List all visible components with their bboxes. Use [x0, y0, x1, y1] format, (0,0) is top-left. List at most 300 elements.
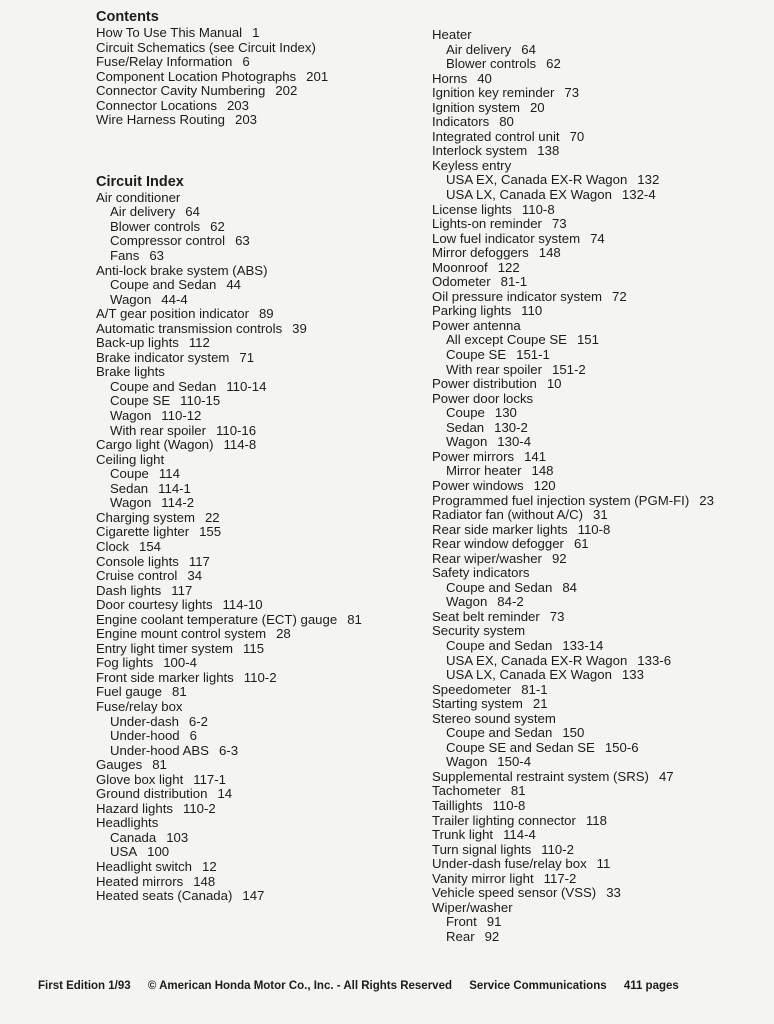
index-entry — [96, 322, 426, 337]
entry-page-number: 91 — [486, 914, 502, 930]
index-entry — [96, 511, 426, 526]
page-footer — [38, 980, 758, 992]
entry-page-number: 61 — [573, 536, 589, 552]
entry-page-number: 110-15 — [180, 393, 221, 409]
entry-page-number: 11 — [596, 856, 611, 872]
entry-page-number: 14 — [217, 786, 233, 802]
circuit-index-heading: Circuit Index — [96, 173, 184, 190]
index-entry — [432, 72, 772, 87]
index-entry — [96, 453, 426, 468]
index-entry — [432, 814, 772, 829]
index-entry — [96, 700, 426, 715]
entry-label: Circuit Schematics (see Circuit Index) — [96, 39, 316, 55]
department-text: Service Communications — [469, 980, 607, 992]
entry-label: Rear window defogger — [432, 536, 564, 552]
entry-label: Ceiling light — [96, 451, 165, 467]
index-entry — [432, 581, 772, 596]
index-entry — [96, 191, 426, 206]
index-entry — [96, 656, 426, 671]
entry-label: Canada — [110, 829, 157, 845]
circuit-index-left-list — [96, 191, 426, 904]
entry-label: Wagon — [110, 291, 152, 307]
entry-page-number: 130 — [494, 405, 517, 421]
index-entry — [96, 351, 426, 366]
entry-page-number: 63 — [149, 248, 164, 264]
entry-label: Under-dash fuse/relay box — [432, 856, 587, 872]
entry-label: Seat belt reminder — [432, 608, 540, 624]
entry-page-number: 114-2 — [161, 495, 195, 511]
entry-label: Sedan — [446, 419, 485, 435]
index-entry — [96, 802, 426, 817]
entry-page-number: 133-6 — [637, 652, 672, 668]
entry-page-number: 132 — [637, 172, 660, 188]
entry-page-number: 110-2 — [243, 669, 277, 685]
entry-label: Ignition system — [432, 99, 520, 115]
entry-label: USA LX, Canada EX Wagon — [446, 187, 612, 203]
index-entry — [96, 540, 426, 555]
entry-page-number: 23 — [699, 492, 714, 508]
entry-label: Power windows — [432, 477, 524, 493]
index-entry — [96, 380, 426, 395]
entry-label: Parking lights — [432, 303, 512, 319]
index-entry — [432, 246, 772, 261]
entry-page-number: 103 — [166, 829, 189, 845]
entry-page-number: 84 — [562, 579, 577, 595]
entry-label: Coupe SE and Sedan SE — [446, 739, 595, 755]
entry-label: Under-dash — [110, 713, 179, 729]
entry-label: Trailer lighting connector — [432, 812, 576, 828]
entry-page-number: 151 — [576, 332, 599, 348]
entry-label: Coupe — [446, 405, 485, 421]
entry-page-number: 44 — [226, 277, 241, 293]
entry-page-number: 12 — [202, 858, 217, 874]
entry-page-number: 133-14 — [562, 637, 604, 653]
entry-page-number: 73 — [549, 608, 565, 624]
entry-label: Coupe and Sedan — [446, 725, 553, 741]
entry-page-number: 110-2 — [541, 841, 574, 857]
entry-label: Heated seats (Canada) — [96, 888, 233, 904]
entry-page-number: 10 — [546, 376, 562, 392]
entry-label: A/T gear position indicator — [96, 306, 249, 322]
left-column — [96, 8, 426, 904]
entry-page-number: 154 — [138, 538, 161, 554]
entry-label: Radiator fan (without A/C) — [432, 507, 583, 523]
entry-page-number: 114 — [158, 466, 180, 482]
entry-label: Speedometer — [432, 681, 512, 697]
entry-label: Brake lights — [96, 364, 165, 380]
entry-page-number: 110-2 — [182, 800, 216, 816]
index-entry — [432, 377, 772, 392]
index-entry — [96, 845, 426, 860]
entry-label: Horns — [432, 70, 468, 86]
entry-label: USA EX, Canada EX-R Wagon — [446, 652, 628, 668]
index-entry — [432, 319, 772, 334]
index-entry — [96, 293, 426, 308]
entry-label: Cruise control — [96, 568, 178, 584]
entry-label: Fuse/relay box — [96, 698, 183, 714]
index-entry — [96, 205, 426, 220]
entry-label: License lights — [432, 201, 512, 217]
index-entry — [432, 508, 772, 523]
index-entry — [96, 831, 426, 846]
entry-page-number: 22 — [204, 509, 220, 525]
entry-label: Wagon — [110, 495, 152, 511]
entry-label: Glove box light — [96, 771, 184, 787]
entry-label: Wagon — [446, 594, 488, 610]
entry-page-number: 21 — [532, 696, 548, 712]
entry-page-number: 114-10 — [222, 597, 263, 613]
entry-page-number: 71 — [239, 349, 255, 365]
entry-page-number: 6-3 — [218, 742, 239, 758]
index-entry — [96, 627, 426, 642]
entry-label: Wagon — [110, 408, 152, 424]
entry-label: Low fuel indicator system — [432, 230, 581, 246]
entry-label: Mirror heater — [446, 463, 522, 479]
entry-page-number: 114-8 — [223, 437, 257, 453]
entry-label: Power distribution — [432, 376, 537, 392]
index-entry — [432, 872, 772, 887]
entry-page-number: 20 — [529, 99, 545, 115]
entry-page-number: 150 — [562, 725, 585, 741]
entry-label: Turn signal lights — [432, 841, 532, 857]
index-entry — [432, 86, 772, 101]
entry-page-number: 31 — [593, 507, 608, 523]
entry-page-number: 81 — [152, 757, 167, 773]
entry-label: Air delivery — [446, 41, 512, 57]
entry-page-number: 114-1 — [158, 480, 191, 496]
index-entry — [96, 424, 426, 439]
index-entry — [96, 307, 426, 322]
index-entry — [432, 683, 772, 698]
entry-label: Fuel gauge — [96, 684, 162, 700]
entry-label: Coupe SE — [446, 347, 507, 363]
index-entry — [96, 525, 426, 540]
entry-page-number: 81 — [347, 611, 362, 627]
index-entry — [432, 290, 772, 305]
entry-label: Under-hood ABS — [110, 742, 209, 758]
index-entry — [432, 901, 772, 916]
index-entry — [432, 668, 772, 683]
index-entry — [96, 482, 426, 497]
entry-page-number: 6 — [189, 728, 197, 744]
index-entry — [96, 41, 426, 56]
entry-page-number: 120 — [533, 477, 556, 493]
index-entry — [96, 234, 426, 249]
index-entry — [432, 159, 772, 174]
index-entry — [432, 28, 772, 43]
index-entry — [432, 915, 772, 930]
entry-label: USA — [110, 844, 138, 860]
index-entry — [96, 365, 426, 380]
entry-label: Power mirrors — [432, 448, 515, 464]
entry-label: Power door locks — [432, 390, 534, 406]
entry-page-number: 115 — [243, 640, 265, 656]
index-entry — [432, 130, 772, 145]
index-entry — [432, 261, 772, 276]
index-entry — [96, 438, 426, 453]
entry-page-number: 201 — [306, 68, 329, 84]
entry-label: Programmed fuel injection system (PGM-FI) — [432, 492, 690, 508]
index-entry — [96, 70, 426, 85]
entry-page-number: 63 — [235, 233, 250, 249]
entry-page-number: 151-2 — [552, 361, 586, 377]
entry-label: With rear spoiler — [446, 361, 543, 377]
entry-page-number: 28 — [276, 626, 291, 642]
index-entry — [96, 555, 426, 570]
index-entry — [96, 758, 426, 773]
index-entry — [96, 496, 426, 511]
entry-page-number: 110-8 — [521, 201, 555, 217]
entry-page-number: 118 — [585, 812, 607, 828]
index-entry — [432, 144, 772, 159]
entry-label: Dash lights — [96, 582, 162, 598]
index-entry — [432, 697, 772, 712]
entry-label: How To Use This Manual — [96, 25, 243, 40]
entry-label: Coupe and Sedan — [446, 579, 553, 595]
index-entry — [96, 613, 426, 628]
index-entry — [96, 773, 426, 788]
entry-label: Coupe SE — [110, 393, 171, 409]
entry-page-number: 114-4 — [503, 827, 536, 843]
entry-label: Automatic transmission controls — [96, 320, 283, 336]
entry-label: Cigarette lighter — [96, 524, 190, 540]
index-entry — [432, 712, 772, 727]
index-entry — [96, 99, 426, 114]
index-entry — [432, 333, 772, 348]
entry-page-number: 74 — [590, 230, 605, 246]
entry-label: Rear side marker lights — [432, 521, 568, 537]
entry-page-number: 132-4 — [621, 187, 656, 203]
section-spacer — [96, 128, 426, 173]
entry-label: Fog lights — [96, 655, 154, 671]
entry-page-number: 150-6 — [604, 739, 639, 755]
entry-label: Trunk light — [432, 827, 494, 843]
entry-label: Taillights — [432, 797, 483, 813]
contents-heading: Contents — [96, 9, 159, 25]
entry-page-number: 130-2 — [494, 419, 528, 435]
index-entry — [96, 875, 426, 890]
entry-label: Heated mirrors — [96, 873, 184, 889]
index-entry — [432, 624, 772, 639]
page-count-text: 411 pages — [623, 980, 679, 992]
entry-label: Oil pressure indicator system — [432, 288, 603, 304]
index-entry — [432, 494, 772, 509]
index-entry — [96, 84, 426, 99]
index-entry — [432, 595, 772, 610]
index-entry — [96, 249, 426, 264]
index-entry — [96, 671, 426, 686]
edition-text: First Edition 1/93 — [38, 980, 131, 992]
index-entry — [432, 654, 772, 669]
index-entry — [432, 203, 772, 218]
index-entry — [96, 220, 426, 235]
index-entry — [432, 115, 772, 130]
entry-page-number: 73 — [564, 85, 580, 101]
entry-label: Odometer — [432, 274, 491, 290]
index-entry — [432, 304, 772, 319]
entry-label: Keyless entry — [432, 157, 512, 173]
entry-page-number: 147 — [242, 888, 265, 904]
entry-label: Ignition key reminder — [432, 85, 555, 101]
entry-label: Wagon — [446, 434, 488, 450]
entry-label: Coupe and Sedan — [110, 277, 217, 293]
entry-page-number: 81 — [172, 684, 187, 700]
entry-label: Indicators — [432, 114, 490, 130]
entry-page-number: 84-2 — [497, 594, 524, 610]
entry-label: Lights-on reminder — [432, 216, 542, 232]
entry-label: Heater — [432, 27, 472, 42]
index-entry — [432, 392, 772, 407]
index-entry — [96, 860, 426, 875]
entry-page-number: 117-1 — [193, 771, 226, 787]
contents-list — [96, 26, 426, 128]
index-entry — [432, 464, 772, 479]
entry-label: Air conditioner — [96, 189, 181, 205]
entry-label: Component Location Photographs — [96, 68, 297, 84]
entry-label: Front side marker lights — [96, 669, 234, 685]
entry-page-number: 110-12 — [161, 408, 202, 424]
entry-label: Mirror defoggers — [432, 245, 529, 261]
entry-page-number: 34 — [187, 568, 203, 584]
entry-label: Wagon — [446, 754, 488, 770]
index-entry — [96, 409, 426, 424]
index-entry — [96, 394, 426, 409]
entry-label: Interlock system — [432, 143, 528, 159]
entry-page-number: 122 — [497, 259, 520, 275]
index-entry — [432, 770, 772, 785]
index-entry — [432, 348, 772, 363]
entry-page-number: 81-1 — [500, 274, 528, 290]
entry-label: Engine coolant temperature (ECT) gauge — [96, 611, 338, 627]
index-entry — [432, 435, 772, 450]
index-entry — [96, 598, 426, 613]
entry-page-number: 64 — [185, 204, 200, 220]
entry-label: Power antenna — [432, 317, 521, 333]
entry-page-number: 155 — [199, 524, 222, 540]
index-entry — [96, 685, 426, 700]
entry-page-number: 1 — [252, 25, 260, 40]
entry-label: Fuse/Relay Information — [96, 54, 233, 70]
circuit-index-right-list — [432, 28, 772, 944]
index-entry — [432, 101, 772, 116]
index-entry — [96, 569, 426, 584]
entry-label: Blower controls — [446, 56, 537, 72]
entry-page-number: 138 — [537, 143, 560, 159]
entry-label: Entry light timer system — [96, 640, 234, 656]
index-entry — [432, 741, 772, 756]
entry-label: Vanity mirror light — [432, 870, 534, 886]
entry-label: Security system — [432, 623, 526, 639]
entry-label: Compressor control — [110, 233, 226, 249]
entry-label: Fans — [110, 248, 140, 264]
entry-label: Coupe and Sedan — [446, 637, 553, 653]
entry-label: Front — [446, 914, 477, 930]
entry-label: Supplemental restraint system (SRS) — [432, 768, 649, 784]
index-entry — [432, 755, 772, 770]
entry-label: Moonroof — [432, 259, 488, 275]
index-entry — [432, 639, 772, 654]
entry-label: Gauges — [96, 757, 143, 773]
entry-page-number: 47 — [658, 768, 674, 784]
index-entry — [432, 843, 772, 858]
entry-label: USA LX, Canada EX Wagon — [446, 667, 612, 683]
entry-page-number: 81 — [510, 783, 526, 799]
index-entry — [432, 566, 772, 581]
index-entry — [432, 217, 772, 232]
entry-page-number: 33 — [606, 885, 621, 901]
entry-label: Headlights — [96, 815, 159, 831]
entry-label: Sedan — [110, 480, 149, 496]
entry-page-number: 203 — [226, 97, 249, 113]
entry-label: Back-up lights — [96, 335, 179, 351]
entry-label: Coupe and Sedan — [110, 378, 217, 394]
entry-label: Air delivery — [110, 204, 176, 220]
index-entry — [432, 537, 772, 552]
entry-label: With rear spoiler — [110, 422, 207, 438]
entry-label: All except Coupe SE — [446, 332, 567, 348]
entry-page-number: 110-8 — [577, 521, 611, 537]
index-entry — [432, 799, 772, 814]
index-entry — [432, 479, 772, 494]
entry-label: Starting system — [432, 696, 523, 712]
entry-label: Tachometer — [432, 783, 501, 799]
index-entry — [432, 450, 772, 465]
entry-page-number: 110-16 — [216, 422, 257, 438]
entry-page-number: 62 — [546, 56, 561, 72]
entry-page-number: 110-14 — [226, 378, 267, 394]
entry-label: Under-hood — [110, 728, 180, 744]
entry-page-number: 117 — [188, 553, 210, 569]
entry-page-number: 6-2 — [188, 713, 208, 729]
entry-label: Console lights — [96, 553, 179, 569]
entry-page-number: 133 — [621, 667, 644, 683]
copyright-text: © American Honda Motor Co., Inc. - All Rights Reserved — [147, 980, 452, 992]
entry-label: USA EX, Canada EX-R Wagon — [446, 172, 628, 188]
index-entry — [432, 173, 772, 188]
entry-page-number: 72 — [612, 288, 627, 304]
entry-label: Stereo sound system — [432, 710, 556, 726]
entry-page-number: 40 — [477, 70, 492, 86]
index-entry — [96, 787, 426, 802]
entry-page-number: 73 — [551, 216, 567, 232]
index-entry — [96, 889, 426, 904]
index-entry — [96, 55, 426, 70]
entry-label: Ground distribution — [96, 786, 208, 802]
entry-label: Connector Cavity Numbering — [96, 83, 266, 99]
entry-label: Coupe — [110, 466, 149, 482]
entry-label: Safety indicators — [432, 565, 530, 581]
index-entry — [432, 363, 772, 378]
index-entry — [96, 26, 426, 41]
entry-label: Cargo light (Wagon) — [96, 437, 214, 453]
index-entry — [96, 467, 426, 482]
index-entry — [96, 642, 426, 657]
entry-page-number: 70 — [569, 128, 585, 144]
index-entry — [96, 729, 426, 744]
entry-label: Door courtesy lights — [96, 597, 213, 613]
index-entry — [96, 744, 426, 759]
right-column — [432, 28, 772, 944]
entry-page-number: 92 — [551, 550, 567, 566]
index-entry — [432, 857, 772, 872]
entry-label: Integrated control unit — [432, 128, 560, 144]
index-entry — [432, 43, 772, 58]
entry-page-number: 81-1 — [521, 681, 548, 697]
entry-label: Headlight switch — [96, 858, 193, 874]
entry-label: Engine mount control system — [96, 626, 267, 642]
entry-page-number: 130-4 — [497, 434, 532, 450]
index-entry — [96, 336, 426, 351]
